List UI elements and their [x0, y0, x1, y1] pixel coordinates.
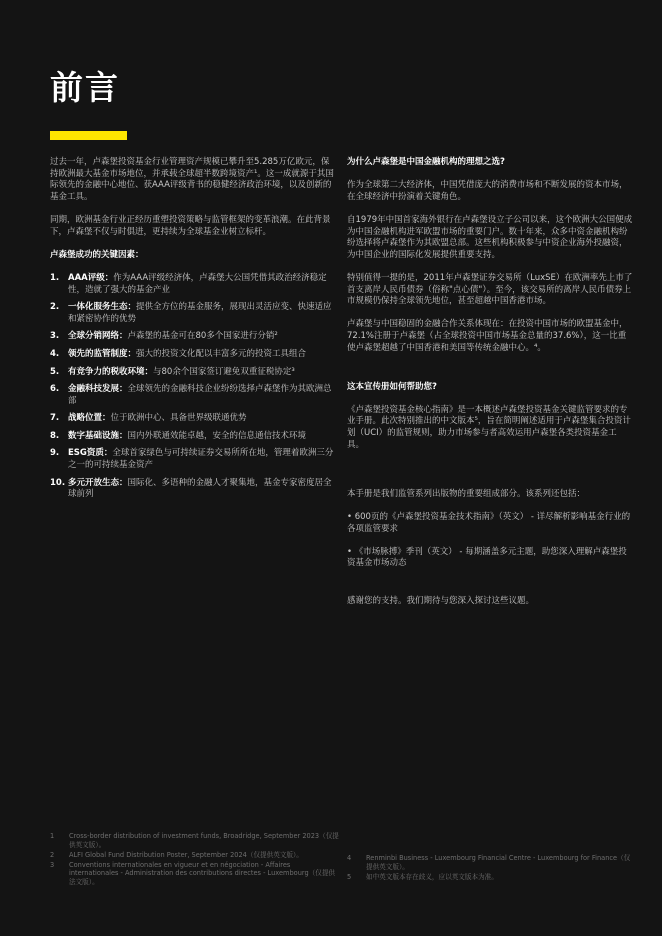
factor-text: 卢森堡的基金可在80多个国家进行分销² — [127, 331, 278, 342]
intro-paragraph: 过去一年，卢森堡投资基金行业管理资产规模已攀升至5.285万亿欧元，保持欧洲最大基金市场地位，并承载全球超半数跨境资产¹。这一成就源于其国际领先的金融中心地位、获AAA评级背书的稳健经济政治环境，以及创新的基金工具。 — [50, 157, 334, 202]
factor-text: 提供全方位的基金服务，展现出灵活应变、快速适应和紧密协作的优势 — [68, 302, 332, 324]
body-paragraph: 自1979年中国首家海外银行在卢森堡设立子公司以来，这个欧洲大公国便成为中国金融机构进军欧盟市场的重要门户。数十年来，众多中资金融机构纷纷选择将卢森堡作为其欧盟总部。这些机构积极参与中资企业海外投融资，为中国企业的国际化发展提供重要支持。 — [347, 214, 633, 260]
factor-item — [50, 413, 336, 425]
footnote — [50, 851, 340, 860]
intro-paragraph: 同期，欧洲基金行业正经历重塑投资策略与监管框架的变革浪潮。在此背景下，卢森堡不仅与时俱进，更持续为全球基金业树立标杆。 — [50, 214, 331, 237]
footnote — [347, 873, 633, 882]
footnote — [50, 832, 340, 849]
factor-label: 有竞争力的税收环境： — [68, 366, 154, 377]
footnote — [347, 854, 633, 871]
spacer — [347, 366, 633, 382]
factors-heading: 卢森堡成功的关键因素： — [50, 249, 144, 260]
accent-bar — [50, 131, 127, 140]
spacer — [347, 463, 633, 489]
footnote-number: 2 — [50, 850, 55, 859]
factor-text: 位于欧洲中心、具备世界级联通优势 — [110, 413, 247, 424]
section-heading: 这本宣传册如何帮助您? — [347, 381, 437, 392]
factor-number: 2. — [50, 302, 60, 313]
factor-label: 战略位置： — [68, 413, 111, 424]
footnote-text: 如中英文版本存在歧义，应以英文版本为准。 — [366, 872, 498, 881]
factor-text: 强大的投资文化配以丰富多元的投资工具组合 — [136, 348, 307, 359]
footnote-text: Conventions internationales en vigueur et en négociation - Affaires internationales - Administration des contributions directes - Luxembourg（仅提供法文版）。 — [69, 860, 336, 886]
factors-list — [50, 273, 336, 501]
factor-item — [50, 331, 336, 343]
footnotes-left — [50, 832, 340, 888]
body-paragraph: 特别值得一提的是，2011年卢森堡证券交易所（LuxSE）在欧洲率先上市了首支离岸人民币债券（俗称"点心债"）。至今，该交易所的离岸人民币债券上市规模仍保持全球领先地位，甚至超越中国香港市场。 — [347, 272, 633, 307]
factor-label: 领先的监管制度： — [68, 348, 137, 359]
factor-text: 全球领先的金融科技企业纷纷选择卢森堡作为其欧洲总部 — [68, 384, 332, 406]
factor-label: 一体化服务生态： — [68, 302, 137, 313]
body-paragraph: 卢森堡与中国稳固的金融合作关系体现在：在投资中国市场的欧盟基金中，72.1%注册于卢森堡（占全球投资中国市场基金总量的37.6%），这一比重使卢森堡超越了中国香港和美国等传统金融中心。⁴。 — [347, 319, 628, 353]
factor-text: 国际化、多语种的金融人才聚集地，基金专家密度居全球前列 — [68, 477, 332, 500]
factor-item — [50, 273, 336, 296]
factor-text: 国内外联通效能卓越，安全的信息通信技术环境 — [127, 430, 307, 441]
factor-label: 多元开放生态： — [68, 477, 128, 488]
factor-item — [50, 302, 336, 325]
factor-item — [50, 367, 336, 379]
bullet-item: • 《市场脉搏》季刊（英文） - 每期涵盖多元主题，助您深入理解卢森堡投资基金市场动态 — [347, 546, 627, 569]
factor-item — [50, 448, 336, 471]
factor-item — [50, 431, 336, 443]
factor-number: 3. — [50, 331, 60, 342]
factor-number: 8. — [50, 430, 60, 441]
body-paragraph: 作为全球第二大经济体，中国凭借庞大的消费市场和不断发展的资本市场，在全球经济中扮演着关键角色。 — [347, 180, 628, 202]
footnote-text: ALFI Global Fund Distribution Poster, September 2024（仅提供英文版）。 — [69, 850, 303, 859]
factor-number: 5. — [50, 366, 60, 377]
factor-number: 6. — [50, 384, 60, 395]
page-title: 前言 — [50, 68, 120, 107]
bullet-item: • 600页的《卢森堡投资基金技术指南》（英文） - 详尽解析影响基金行业的各项监管要求 — [347, 512, 631, 534]
left-column — [50, 157, 336, 507]
factor-item — [50, 478, 336, 501]
factor-number: 7. — [50, 413, 60, 424]
factor-text: 全球首家绿色与可持续证券交易所所在地，管理着欧洲三分之一的可持续基金资产 — [68, 448, 334, 471]
closing-text: 感谢您的支持。我们期待与您深入探讨这些议题。 — [347, 595, 535, 606]
right-column — [347, 157, 633, 619]
factor-item — [50, 384, 336, 407]
factor-label: AAA评级： — [68, 272, 114, 283]
factor-number: 9. — [50, 448, 60, 459]
footnote-text: Renminbi Business - Luxembourg Financial Centre - Luxembourg for Finance（仅提供英文版）。 — [366, 854, 631, 871]
factor-item — [50, 349, 336, 361]
footnote-number: 1 — [50, 832, 55, 840]
footnote-number: 4 — [347, 854, 352, 862]
body-paragraph: 《卢森堡投资基金核心指南》是一本概述卢森堡投资基金关键监管要求的专业手册。此次特别推出的中文版本⁵，旨在简明阐述适用于卢森堡集合投资计划（UCI）的监管规则，助力市场参与者高效运用卢森堡各类投资基金工具。 — [347, 404, 631, 450]
footnote — [50, 861, 340, 887]
factor-label: 全球分销网络： — [68, 331, 128, 342]
factor-number: 4. — [50, 348, 60, 359]
factor-text: 与80余个国家签订避免双重征税协定³ — [153, 366, 295, 377]
factor-number: 10. — [50, 477, 66, 488]
spacer — [347, 582, 633, 596]
factor-text: 作为AAA评级经济体，卢森堡大公国凭借其政治经济稳定性，造就了强大的基金产业 — [68, 272, 327, 295]
factor-label: ESG资质： — [68, 448, 113, 459]
factor-label: 金融科技发展： — [68, 384, 128, 395]
section-heading: 为什么卢森堡是中国金融机构的理想之选? — [347, 157, 505, 167]
series-intro: 本手册是我们监管系列出版物的重要组成部分。该系列还包括： — [347, 488, 586, 499]
footnote-number: 5 — [347, 872, 352, 881]
footnote-number: 3 — [50, 860, 55, 869]
footnotes-right — [347, 854, 633, 883]
footnote-text: Cross-border distribution of investment funds, Broadridge, September 2023（仅提供英文版）。 — [69, 832, 339, 849]
factor-label: 数字基础设施： — [68, 430, 128, 441]
factor-number: 1. — [50, 272, 60, 283]
